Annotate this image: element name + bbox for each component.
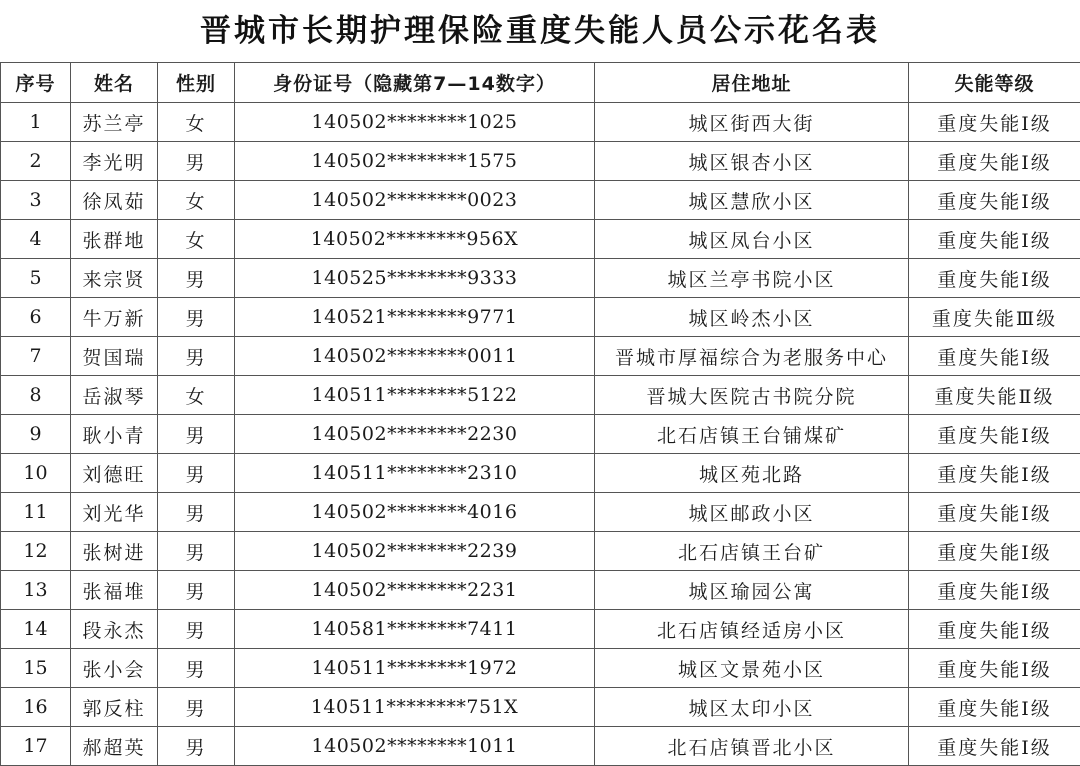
cell-id-number: 140511********751X bbox=[235, 688, 595, 727]
table-header-row bbox=[1, 63, 1080, 103]
page-title: 晋城市长期护理保险重度失能人员公示花名表 bbox=[0, 0, 1080, 62]
cell-gender: 男 bbox=[158, 298, 235, 337]
cell-address: 城区慧欣小区 bbox=[595, 181, 909, 220]
cell-disability-level: 重度失能Ⅰ级 bbox=[909, 649, 1080, 688]
cell-disability-level: 重度失能Ⅲ级 bbox=[909, 298, 1080, 337]
cell-id-number: 140581********7411 bbox=[235, 610, 595, 649]
cell-disability-level: 重度失能Ⅰ级 bbox=[909, 454, 1080, 493]
cell-seq: 6 bbox=[1, 298, 71, 337]
cell-disability-level: 重度失能Ⅰ级 bbox=[909, 493, 1080, 532]
cell-gender: 女 bbox=[158, 181, 235, 220]
table-row bbox=[1, 688, 1080, 727]
cell-disability-level: 重度失能Ⅰ级 bbox=[909, 337, 1080, 376]
cell-id-number: 140525********9333 bbox=[235, 259, 595, 298]
table-row bbox=[1, 259, 1080, 298]
cell-id-number: 140502********1025 bbox=[235, 103, 595, 142]
cell-id-number: 140502********956X bbox=[235, 220, 595, 259]
cell-seq: 3 bbox=[1, 181, 71, 220]
cell-address: 城区街西大街 bbox=[595, 103, 909, 142]
header-seq: 序号 bbox=[1, 63, 71, 103]
cell-disability-level: 重度失能Ⅰ级 bbox=[909, 415, 1080, 454]
table-row bbox=[1, 298, 1080, 337]
cell-address: 城区太印小区 bbox=[595, 688, 909, 727]
cell-seq: 13 bbox=[1, 571, 71, 610]
cell-disability-level: 重度失能Ⅰ级 bbox=[909, 571, 1080, 610]
header-name: 姓名 bbox=[71, 63, 158, 103]
cell-name: 牛万新 bbox=[71, 298, 158, 337]
cell-name: 张树进 bbox=[71, 532, 158, 571]
cell-seq: 7 bbox=[1, 337, 71, 376]
cell-gender: 女 bbox=[158, 376, 235, 415]
table-row bbox=[1, 727, 1080, 766]
cell-gender: 男 bbox=[158, 493, 235, 532]
cell-seq: 5 bbox=[1, 259, 71, 298]
cell-address: 城区银杏小区 bbox=[595, 142, 909, 181]
cell-gender: 男 bbox=[158, 727, 235, 766]
cell-gender: 男 bbox=[158, 259, 235, 298]
cell-seq: 1 bbox=[1, 103, 71, 142]
cell-seq: 4 bbox=[1, 220, 71, 259]
cell-name: 刘光华 bbox=[71, 493, 158, 532]
cell-gender: 男 bbox=[158, 142, 235, 181]
table-row bbox=[1, 103, 1080, 142]
cell-id-number: 140511********1972 bbox=[235, 649, 595, 688]
table-row bbox=[1, 571, 1080, 610]
cell-address: 城区苑北路 bbox=[595, 454, 909, 493]
cell-name: 李光明 bbox=[71, 142, 158, 181]
cell-seq: 15 bbox=[1, 649, 71, 688]
table-row bbox=[1, 454, 1080, 493]
cell-id-number: 140521********9771 bbox=[235, 298, 595, 337]
header-address: 居住地址 bbox=[595, 63, 909, 103]
cell-id-number: 140502********2239 bbox=[235, 532, 595, 571]
cell-name: 张群地 bbox=[71, 220, 158, 259]
cell-seq: 12 bbox=[1, 532, 71, 571]
cell-disability-level: 重度失能Ⅰ级 bbox=[909, 103, 1080, 142]
cell-seq: 10 bbox=[1, 454, 71, 493]
cell-gender: 男 bbox=[158, 415, 235, 454]
cell-name: 张福堆 bbox=[71, 571, 158, 610]
cell-address: 北石店镇王台矿 bbox=[595, 532, 909, 571]
cell-address: 城区岭杰小区 bbox=[595, 298, 909, 337]
cell-disability-level: 重度失能Ⅰ级 bbox=[909, 181, 1080, 220]
cell-address: 北石店镇经适房小区 bbox=[595, 610, 909, 649]
cell-id-number: 140502********0011 bbox=[235, 337, 595, 376]
cell-id-number: 140511********5122 bbox=[235, 376, 595, 415]
cell-disability-level: 重度失能Ⅰ级 bbox=[909, 532, 1080, 571]
cell-name: 来宗贤 bbox=[71, 259, 158, 298]
cell-address: 晋城大医院古书院分院 bbox=[595, 376, 909, 415]
cell-disability-level: 重度失能Ⅰ级 bbox=[909, 220, 1080, 259]
cell-address: 城区文景苑小区 bbox=[595, 649, 909, 688]
table-row bbox=[1, 493, 1080, 532]
cell-seq: 8 bbox=[1, 376, 71, 415]
cell-seq: 11 bbox=[1, 493, 71, 532]
cell-id-number: 140502********1011 bbox=[235, 727, 595, 766]
cell-id-number: 140502********2230 bbox=[235, 415, 595, 454]
cell-name: 岳淑琴 bbox=[71, 376, 158, 415]
cell-id-number: 140502********0023 bbox=[235, 181, 595, 220]
cell-disability-level: 重度失能Ⅰ级 bbox=[909, 610, 1080, 649]
table-row bbox=[1, 376, 1080, 415]
cell-disability-level: 重度失能Ⅱ级 bbox=[909, 376, 1080, 415]
table-row bbox=[1, 649, 1080, 688]
header-id-number: 身份证号（隐藏第7—14数字） bbox=[235, 63, 595, 103]
cell-gender: 男 bbox=[158, 454, 235, 493]
cell-gender: 男 bbox=[158, 532, 235, 571]
cell-gender: 男 bbox=[158, 571, 235, 610]
cell-seq: 2 bbox=[1, 142, 71, 181]
cell-address: 城区凤台小区 bbox=[595, 220, 909, 259]
cell-name: 耿小青 bbox=[71, 415, 158, 454]
cell-disability-level: 重度失能Ⅰ级 bbox=[909, 142, 1080, 181]
header-gender: 性别 bbox=[158, 63, 235, 103]
cell-disability-level: 重度失能Ⅰ级 bbox=[909, 259, 1080, 298]
cell-seq: 16 bbox=[1, 688, 71, 727]
cell-gender: 男 bbox=[158, 610, 235, 649]
cell-disability-level: 重度失能Ⅰ级 bbox=[909, 688, 1080, 727]
table-row bbox=[1, 181, 1080, 220]
cell-id-number: 140502********1575 bbox=[235, 142, 595, 181]
cell-address: 北石店镇王台铺煤矿 bbox=[595, 415, 909, 454]
cell-gender: 女 bbox=[158, 220, 235, 259]
cell-disability-level: 重度失能Ⅰ级 bbox=[909, 727, 1080, 766]
cell-name: 贺国瑞 bbox=[71, 337, 158, 376]
header-disability-level: 失能等级 bbox=[909, 63, 1080, 103]
cell-id-number: 140502********4016 bbox=[235, 493, 595, 532]
cell-seq: 9 bbox=[1, 415, 71, 454]
table-row bbox=[1, 532, 1080, 571]
cell-name: 徐凤茹 bbox=[71, 181, 158, 220]
cell-address: 晋城市厚福综合为老服务中心 bbox=[595, 337, 909, 376]
cell-address: 城区兰亭书院小区 bbox=[595, 259, 909, 298]
cell-address: 城区邮政小区 bbox=[595, 493, 909, 532]
cell-id-number: 140511********2310 bbox=[235, 454, 595, 493]
cell-name: 段永杰 bbox=[71, 610, 158, 649]
table-row bbox=[1, 610, 1080, 649]
cell-gender: 男 bbox=[158, 649, 235, 688]
table-row bbox=[1, 415, 1080, 454]
cell-name: 郝超英 bbox=[71, 727, 158, 766]
cell-gender: 男 bbox=[158, 337, 235, 376]
cell-seq: 14 bbox=[1, 610, 71, 649]
cell-address: 北石店镇晋北小区 bbox=[595, 727, 909, 766]
cell-gender: 女 bbox=[158, 103, 235, 142]
cell-name: 刘德旺 bbox=[71, 454, 158, 493]
table-row bbox=[1, 337, 1080, 376]
cell-address: 城区瑜园公寓 bbox=[595, 571, 909, 610]
table-row bbox=[1, 220, 1080, 259]
cell-seq: 17 bbox=[1, 727, 71, 766]
cell-name: 张小会 bbox=[71, 649, 158, 688]
cell-gender: 男 bbox=[158, 688, 235, 727]
table-row bbox=[1, 142, 1080, 181]
roster-table bbox=[0, 62, 1080, 766]
cell-id-number: 140502********2231 bbox=[235, 571, 595, 610]
cell-name: 郭反柱 bbox=[71, 688, 158, 727]
cell-name: 苏兰亭 bbox=[71, 103, 158, 142]
